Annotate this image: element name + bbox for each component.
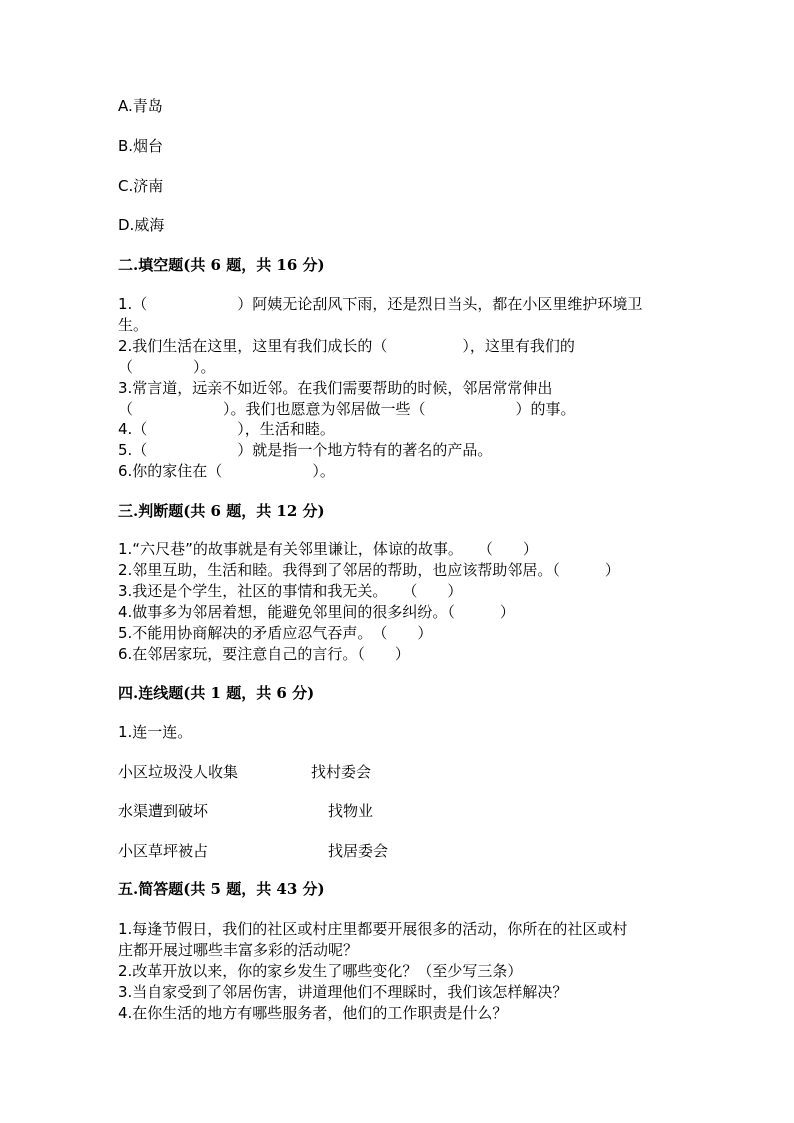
matching-pair: [118, 762, 372, 782]
option-d: D.威海: [118, 216, 165, 234]
true-false-line: 4.做事多为邻居着想，能避免邻里间的很多纠纷。（ ）: [118, 603, 515, 621]
true-false-line: 6.在邻居家玩，要注意自己的言行。（ ）: [118, 645, 410, 663]
section-heading-true-false: 三.判断题(共 6 题，共 12 分): [118, 502, 325, 520]
section-heading-matching: 四.连线题(共 1 题，共 6 分): [118, 684, 315, 702]
short-answer-line: 4.在你生活的地方有哪些服务者，他们的工作职责是什么？: [118, 1004, 508, 1022]
fill-blank-line: 3.常言道，远亲不如近邻。在我们需要帮助的时候，邻居常常伸出: [118, 379, 553, 397]
section-heading-short-answer: 五.简答题(共 5 题，共 43 分): [118, 880, 325, 898]
matching-left-item[interactable]: 水渠遭到破坏: [118, 802, 209, 820]
matching-right-item[interactable]: 找物业: [328, 802, 374, 820]
option-a: A.青岛: [118, 97, 163, 115]
matching-right-item[interactable]: 找居委会: [328, 842, 389, 860]
fill-blank-line: 生。: [118, 316, 149, 334]
option-b: B.烟台: [118, 137, 164, 155]
matching-left-item[interactable]: 小区草坪被占: [118, 842, 209, 860]
short-answer-line: 庄都开展过哪些丰富多彩的活动呢？: [118, 941, 359, 959]
fill-blank-line: （ ）。: [118, 358, 216, 376]
matching-right-item[interactable]: 找村委会: [311, 763, 372, 781]
fill-blank-line: 2.我们生活在这里，这里有我们成长的（ ），这里有我们的: [118, 337, 575, 355]
matching-left-item[interactable]: 小区垃圾没人收集: [118, 763, 239, 781]
fill-blank-line: 6.你的家住在（ ）。: [118, 462, 335, 480]
section-heading-fill-blank: 二.填空题(共 6 题，共 16 分): [118, 256, 325, 274]
short-answer-line: 1.每逢节假日，我们的社区或村庄里都要开展很多的活动，你所在的社区或村: [118, 920, 628, 938]
matching-pair: [118, 841, 389, 861]
true-false-line: 3.我还是个学生，社区的事情和我无关。 （ ）: [118, 582, 463, 600]
short-answer-line: 2.改革开放以来，你的家乡发生了哪些变化？（至少写三条）: [118, 962, 523, 980]
true-false-line: 1.“六尺巷”的故事就是有关邻里谦让，体谅的故事。 （ ）: [118, 540, 538, 558]
fill-blank-line: 4.（ ），生活和睦。: [118, 420, 335, 438]
short-answer-line: 3.当自家受到了邻居伤害，讲道理他们不理睬时，我们该怎样解决？: [118, 983, 568, 1001]
fill-blank-line: 1.（ ）阿姨无论刮风下雨，还是烈日当头，都在小区里维护环境卫: [118, 295, 643, 313]
true-false-line: 2.邻里互助，生活和睦。我得到了邻居的帮助，也应该帮助邻居。（ ）: [118, 561, 620, 579]
true-false-line: 5.不能用协商解决的矛盾应忍气吞声。 （ ）: [118, 624, 433, 642]
option-c: C.济南: [118, 177, 164, 195]
matching-prompt: 1.连一连。: [118, 723, 193, 741]
fill-blank-line: 5.（ ）就是指一个地方特有的著名的产品。: [118, 441, 493, 459]
matching-pair: [118, 801, 374, 821]
fill-blank-line: （ ）。我们也愿意为邻居做一些（ ）的事。: [118, 400, 576, 418]
